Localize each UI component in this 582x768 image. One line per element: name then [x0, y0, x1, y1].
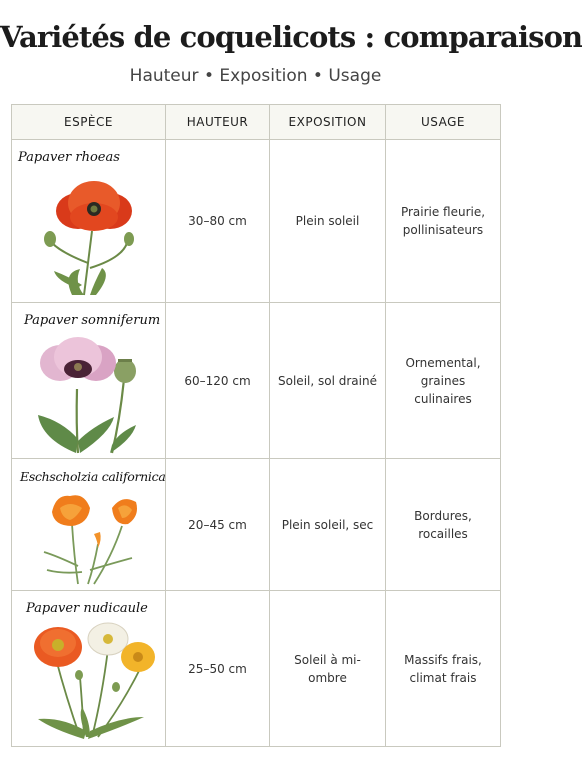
table-row: [12, 591, 501, 747]
usage-line: Bordures, rocailles: [414, 508, 472, 541]
table-header-row: [12, 105, 501, 140]
species-name: Eschscholzia californica: [20, 469, 166, 484]
subtitle-item-height: Hauteur: [129, 66, 199, 86]
page-title: Variétés de coquelicots : comparaison: [0, 20, 582, 54]
usage-line: Prairie fleurie,: [400, 205, 486, 219]
species-cell: [12, 459, 166, 591]
flower-head: [40, 337, 116, 381]
table-row: [12, 303, 501, 459]
species-name: Papaver rhoeas: [18, 150, 120, 165]
comparison-table: [11, 104, 501, 747]
exposure-cell: Soleil à mi-ombre: [270, 591, 386, 747]
table-row: [12, 140, 501, 303]
papaver-somniferum-illustration: [32, 329, 147, 454]
usage-cell: [386, 591, 501, 747]
flower-head: [52, 495, 137, 526]
species-name: Papaver nudicaule: [26, 601, 148, 616]
height-cell: 60–120 cm: [166, 303, 270, 459]
flower-head: [121, 642, 155, 672]
header-exposure: EXPOSITION: [270, 105, 386, 140]
usage-cell: [386, 140, 501, 303]
eschscholzia-californica-illustration: [32, 486, 142, 586]
subtitle-item-usage: Usage: [328, 66, 382, 86]
usage-line: climat frais: [409, 670, 477, 685]
header-height: HAUTEUR: [166, 105, 270, 140]
papaver-nudicaule-illustration: [32, 617, 152, 742]
subtitle-separator: •: [312, 66, 323, 86]
usage-line: Massifs frais,: [404, 652, 482, 667]
exposure-cell: Plein soleil, sec: [270, 459, 386, 591]
usage-line: graines culinaires: [414, 373, 472, 406]
flower-head: [88, 623, 128, 655]
page-subtitle: [0, 66, 511, 86]
species-name: Papaver somniferum: [24, 313, 161, 328]
height-cell: 25–50 cm: [166, 591, 270, 747]
height-cell: 20–45 cm: [166, 459, 270, 591]
flower-head: [56, 181, 132, 231]
species-cell: [12, 140, 166, 303]
species-cell: [12, 303, 166, 459]
flower-head: [34, 627, 82, 667]
exposure-cell: Plein soleil: [270, 140, 386, 303]
papaver-rhoeas-illustration: [32, 173, 142, 298]
usage-line: Ornemental,: [405, 355, 481, 370]
header-species: ESPÈCE: [12, 105, 166, 140]
subtitle-separator: •: [203, 66, 214, 86]
header-usage: USAGE: [386, 105, 501, 140]
subtitle-item-exposure: Exposition: [219, 66, 308, 86]
exposure-cell: Soleil, sol drainé: [270, 303, 386, 459]
usage-cell: [386, 459, 501, 591]
table-row: [12, 459, 501, 591]
height-cell: 30–80 cm: [166, 140, 270, 303]
usage-cell: [386, 303, 501, 459]
species-cell: [12, 591, 166, 747]
usage-line: pollinisateurs: [402, 223, 484, 237]
